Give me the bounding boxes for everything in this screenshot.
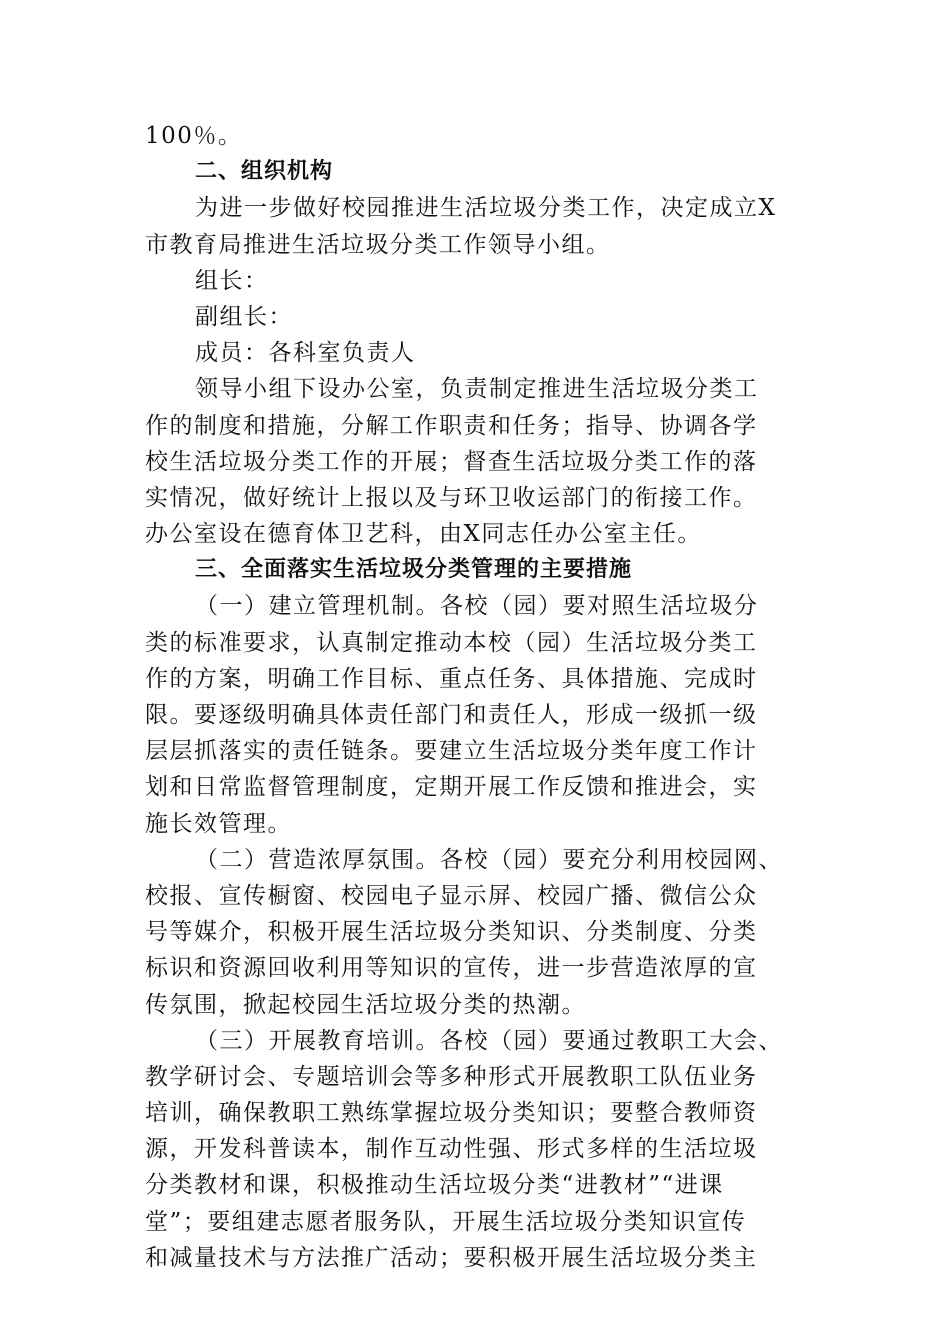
paragraph-line: 成员：各科室负责人: [195, 340, 416, 367]
paragraph-line: 限。要逐级明确具体责任部门和责任人，形成一级抓一级: [145, 702, 758, 728]
paragraph-line: 办公室设在德育体卫艺科，由X同志任办公室主任。: [145, 521, 702, 548]
paragraph-line: 传氛围，掀起校园生活垃圾分类的热潮。: [145, 991, 586, 1018]
section-heading: 三、全面落实生活垃圾分类管理的主要措施: [195, 557, 633, 583]
paragraph-line: 为进一步做好校园推进生活垃圾分类工作，决定成立X: [195, 195, 777, 222]
paragraph-line: 标识和资源回收利用等知识的宣传，进一步营造浓厚的宣: [145, 955, 758, 982]
paragraph-line: 100％。: [145, 123, 243, 149]
paragraph-line: 源，开发科普读本，制作互动性强、形式多样的生活垃圾: [145, 1136, 758, 1163]
paragraph-line: （三）开展教育培训。各校（园）要通过教职工大会、: [195, 1027, 783, 1054]
paragraph-line: 堂”；要组建志愿者服务队，开展生活垃圾分类知识宣传: [145, 1208, 747, 1235]
paragraph-line: 号等媒介，积极开展生活垃圾分类知识、分类制度、分类: [145, 919, 758, 946]
paragraph-line: （二）营造浓厚氛围。各校（园）要充分利用校园网、: [195, 846, 783, 873]
paragraph-line: 市教育局推进生活垃圾分类工作领导小组。: [145, 231, 611, 258]
paragraph-line: 层层抓落实的责任链条。要建立生活垃圾分类年度工作计: [145, 738, 758, 765]
paragraph-line: 类的标准要求，认真制定推动本校（园）生活垃圾分类工: [145, 629, 758, 656]
paragraph-line: 分类教材和课，积极推动生活垃圾分类“进教材”“进课: [145, 1172, 724, 1199]
paragraph-line: 培训，确保教职工熟练掌握垃圾分类知识；要整合教师资: [145, 1100, 758, 1127]
paragraph-line: 施长效管理。: [145, 810, 292, 837]
paragraph-line: 校生活垃圾分类工作的开展；督查生活垃圾分类工作的落: [145, 448, 758, 475]
paragraph-line: 领导小组下设办公室，负责制定推进生活垃圾分类工: [195, 376, 759, 403]
document-body: [145, 118, 815, 1276]
paragraph-line: 作的制度和措施，分解工作职责和任务；指导、协调各学: [145, 412, 758, 439]
paragraph-line: 校报、宣传橱窗、校园电子显示屏、校园广播、微信公众: [145, 882, 758, 909]
paragraph-line: 教学研讨会、专题培训会等多种形式开展教职工队伍业务: [145, 1063, 758, 1090]
section-heading: 二、组织机构: [195, 159, 334, 185]
paragraph-line: 副组长：: [195, 303, 293, 330]
paragraph-line: 划和日常监督管理制度，定期开展工作反馈和推进会，实: [145, 774, 758, 801]
paragraph-line: （一）建立管理机制。各校（园）要对照生活垃圾分: [195, 593, 759, 620]
paragraph-line: 组长：: [195, 267, 269, 294]
paragraph-line: 和减量技术与方法推广活动；要积极开展生活垃圾分类主: [145, 1244, 758, 1271]
paragraph-line: 作的方案，明确工作目标、重点任务、具体措施、完成时: [145, 665, 758, 692]
paragraph-line: 实情况，做好统计上报以及与环卫收运部门的衔接工作。: [145, 484, 758, 511]
